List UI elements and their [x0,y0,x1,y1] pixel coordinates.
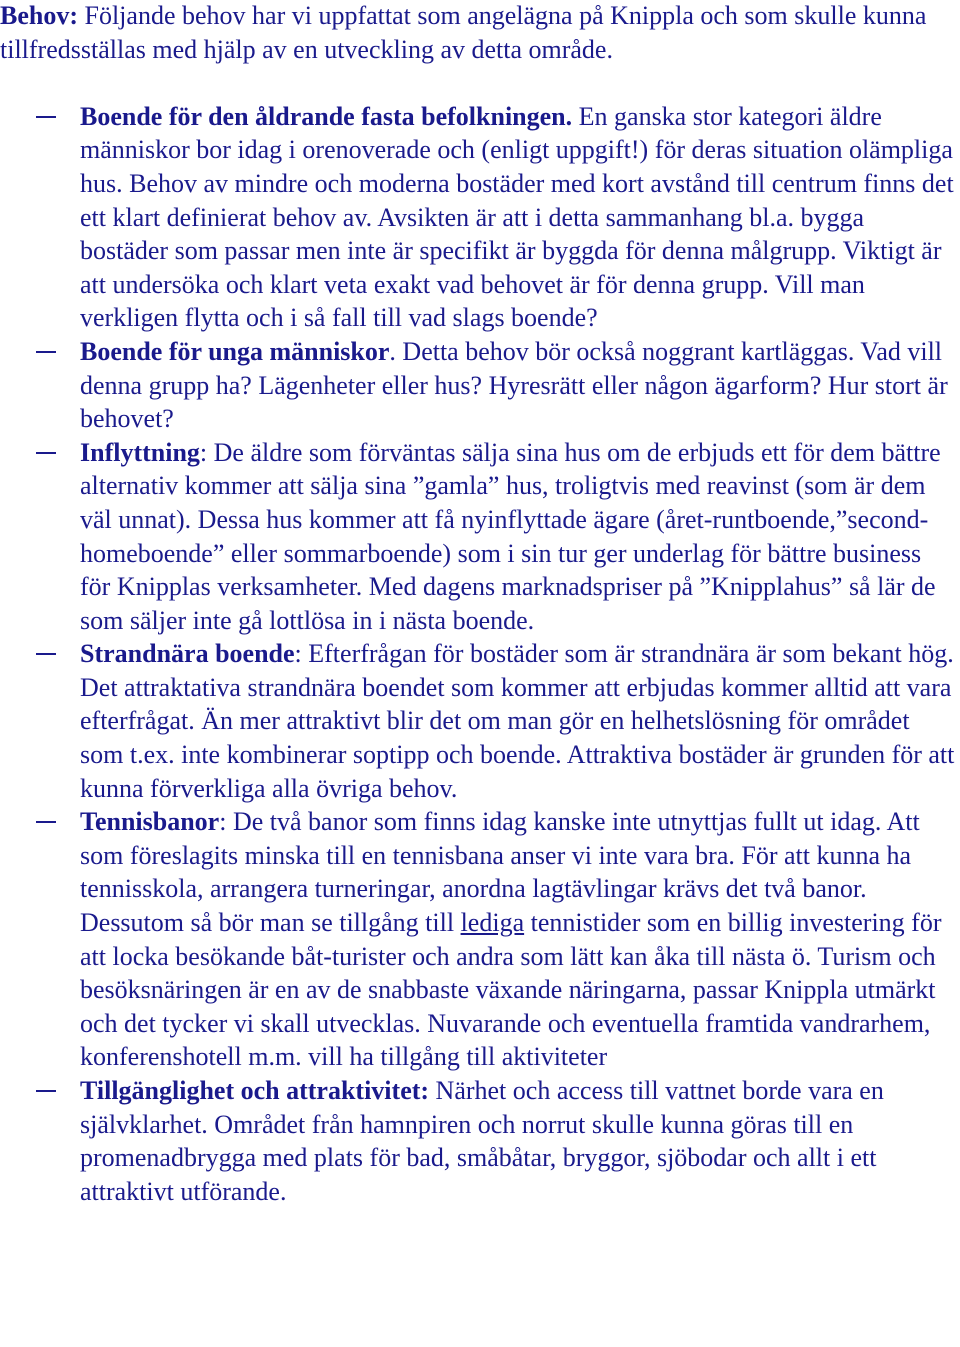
dash-bullet-icon [36,351,56,353]
item-text: : De äldre som förväntas sälja sina hus om de erbjuds ett för dem bättre alternativ kommer att sälja sina ”gamla” hus, troligtvis med reavinst (som är dem väl unnat). Dessa hus kommer att få nyinflyttade ägare (året-runtboende,”second-homeboende” eller sommarboende) som i sin tur ger underlag för bättre business för Knipplas verksamheter. Med dagens marknadspriser på ”Knipplahus” så lär de som säljer inte gå lottlösa in i nästa boende. [80,437,941,635]
item-text: Närhet och access till vattnet borde vara en självklarhet. Området från hamnpiren och norrut skulle kunna göras till en promenadbrygga med plats för bad, småbåtar, bryggor, sjöbodar och allt i ett attraktivt utförande. [80,1076,884,1206]
dash-bullet-icon [36,653,56,655]
underlined-word: lediga [460,908,525,938]
intro-label: Behov: [0,1,78,30]
list-item [80,100,956,335]
intro-text: Följande behov har vi uppfattat som angelägna på Knippla och som skulle kunna tillfredsställas med hjälp av en utveckling av detta område. [0,1,927,64]
item-text: : Efterfrågan för bostäder som är strandnära är som bekant hög. Det attraktativa strandnära boendet som kommer att erbjudas kommer alltid att vara efterfrågat. Än mer attraktivt blir det om man gör en helhetslösning för området som t.ex. inte kombinerar soptipp och boende. Attraktiva bostäder är grunden för att kunna förverkliga alla övriga behov. [80,639,955,803]
dash-bullet-icon [36,452,56,454]
item-text: En ganska stor kategori äldre människor bor idag i orenoverade och (enligt uppgift!) för deras situation olämpliga hus. Behov av mindre och moderna bostäder med kort avstånd till centrum finns det ett klart definierat behov av. Avsikten är att i detta sammanhang bl.a. bygga bostäder som passar men inte är specifikt är byggda för denna målgrupp. Viktigt är att undersöka och klart veta exakt vad behovet är för denna grupp. Vill man verkligen flytta och i så fall till vad slags boende? [80,101,954,333]
item-text: . Detta behov bör också noggrant kartläggas. Vad vill denna grupp ha? Lägenheter eller hus? Hyresrätt eller någon ägarform? Hur stort är behovet? [80,336,948,434]
item-heading: Inflyttning [80,437,200,467]
dash-bullet-icon [36,1090,56,1092]
list-item [80,335,956,436]
list-item [80,1074,956,1208]
dash-bullet-icon [36,821,56,823]
item-heading: Boende för den åldrande fasta befolkningen. [80,101,573,131]
item-text: tennistider som en billig investering för att locka besökande båt-turister och andra som lätt kan åka till nästa ö. Turism och besöksnäringen är en av de snabbaste växande näringarna, passar Knippla utmärkt och det tycker vi skall utvecklas. Nuvarande och eventuella framtida vandrarhem, konferenshotell m.m. vill ha tillgång till aktiviteter [80,908,942,1072]
item-text: : De två banor som finns idag kanske inte utnyttjas fullt ut idag. Att som föreslagits minska till en tennisbana anser vi inte vara bra. För att kunna ha tennisskola, arrangera turneringar, anordna lagtävlingar krävs det två banor. Dessutom så bör man se tillgång till [80,807,920,938]
intro-paragraph [0,0,956,66]
item-heading: Tennisbanor [80,807,220,837]
item-heading: Boende för unga människor [80,336,390,366]
list-item [80,805,956,1074]
item-heading: Strandnära boende [80,639,295,669]
dash-bullet-icon [36,116,56,118]
item-heading: Tillgänglighet och attraktivitet: [80,1076,430,1105]
list-item [80,637,956,805]
list-item [80,436,956,638]
